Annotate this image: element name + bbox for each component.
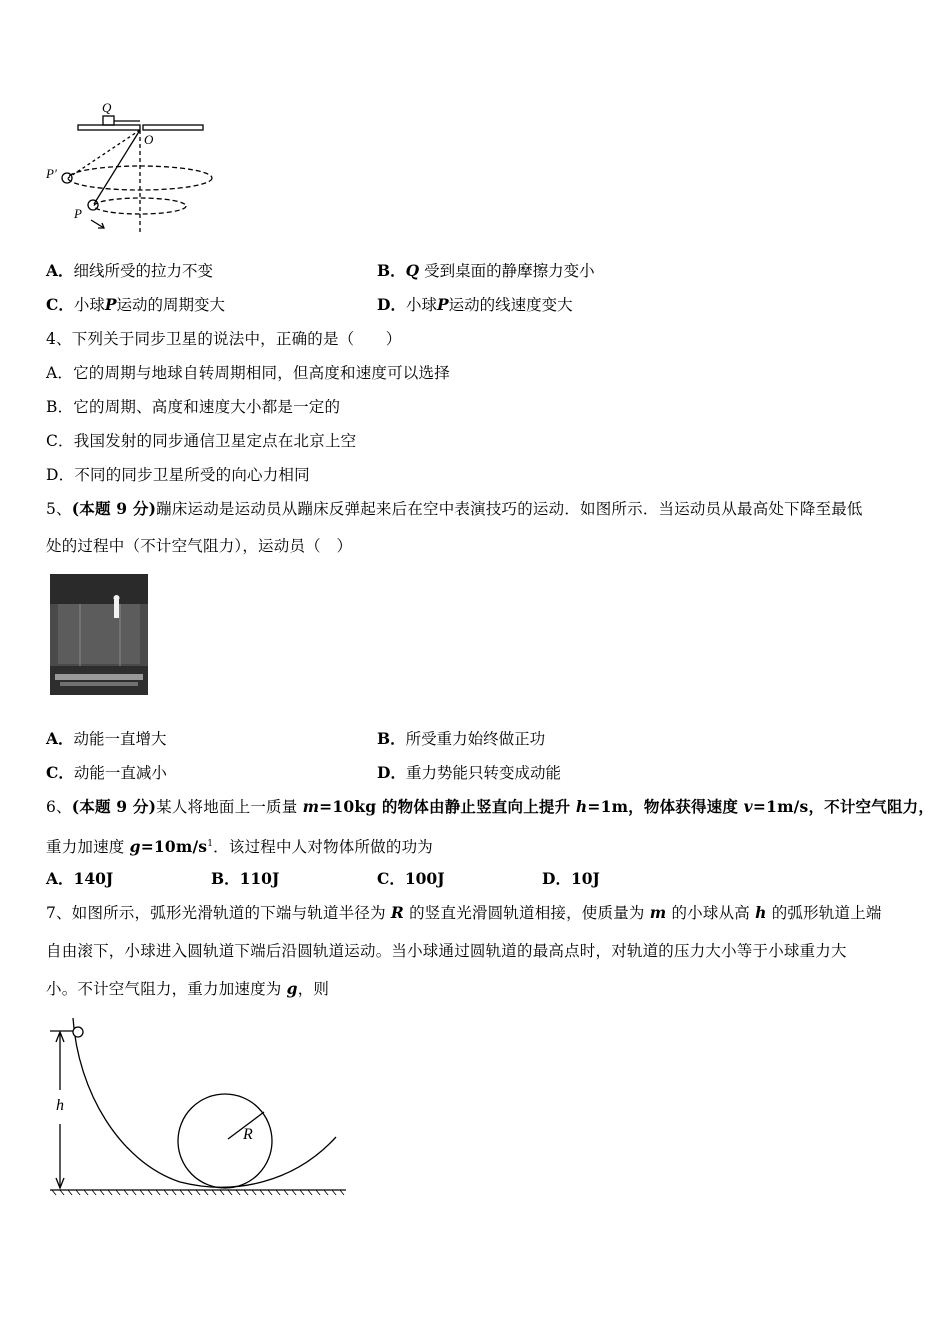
q4-stem: 4、下列关于同步卫星的说法中，正确的是（ ）: [46, 330, 402, 348]
q6-option-d: D．10J: [542, 869, 600, 888]
label-q: Q: [102, 100, 112, 115]
label-r: R: [243, 1126, 253, 1143]
table-right-bar: [143, 125, 203, 130]
conical-pendulum-figure: [44, 98, 224, 238]
q4-option-d: D．不同的同步卫星所受的向心力相同: [46, 466, 310, 484]
q6-stem-line2: 重力加速度 $g=10m/s^1$．该过程中人对物体所做的功为: [46, 837, 433, 857]
q7-stem-line2: 自由滚下，小球进入圆轨道下端后沿圆轨道运动。当小球通过圆轨道的最高点时，对轨道的压力大小等于小球重力大: [46, 942, 847, 960]
ball-p-prime: [62, 173, 72, 183]
q5-stem-line2: 处的过程中（不计空气阻力），运动员（ ）: [46, 537, 353, 555]
q4-option-a: A．它的周期与地球自转周期相同，但高度和速度可以选择: [46, 364, 450, 382]
arc-track: [73, 1018, 336, 1187]
label-o: O: [144, 132, 154, 147]
ball-p: [88, 200, 98, 210]
q5-option-c: C．动能一直减小: [46, 763, 167, 782]
q7-stem-line3: 小。不计空气阻力，重力加速度为 g，则: [46, 979, 330, 998]
ground-hatching: [52, 1190, 344, 1195]
label-p-prime: P′: [46, 166, 57, 181]
q3-option-a: A．细线所受的拉力不变: [46, 261, 214, 280]
q5-stem-line1: 5、(本题 9 分)蹦床运动是运动员从蹦床反弹起来后在空中表演技巧的运动．如图所示．当运动员从最高处下降至最低: [46, 499, 863, 518]
q6-option-c: C．100J: [377, 869, 445, 888]
q6-stem-line1: 6、(本题 9 分)某人将地面上一质量 m=10kg 的物体由静止竖直向上提升 h=1m，物体获得速度 v=1m/s，不计空气阻力，: [46, 797, 935, 816]
block-q: [103, 116, 114, 125]
q6-option-a: A．140J: [46, 869, 114, 888]
q7-stem-line1: 7、如图所示，弧形光滑轨道的下端与轨道半径为 R 的竖直光滑圆轨道相接，使质量为 m 的小球从高 h 的弧形轨道上端: [46, 903, 882, 922]
q5-option-d: D．重力势能只转变成动能: [377, 763, 561, 782]
table-left-bar: [78, 125, 140, 130]
trampoline-photo: [50, 574, 148, 695]
q3-option-d: D．小球P运动的线速度变大: [377, 295, 573, 314]
label-p: P: [74, 206, 82, 221]
q5-option-a: A．动能一直增大: [46, 729, 167, 748]
q3-option-c: C．小球P运动的周期变大: [46, 295, 226, 314]
loop-track-figure: [40, 1012, 350, 1212]
q4-option-c: C．我国发射的同步通信卫星定点在北京上空: [46, 432, 357, 450]
string-to-p-prime: [68, 130, 140, 178]
label-h: h: [56, 1097, 64, 1114]
ball: [73, 1027, 83, 1037]
q5-option-b: B．所受重力始终做正功: [377, 729, 546, 748]
q3-option-b: B．Q 受到桌面的静摩擦力变小: [377, 261, 595, 280]
q6-option-b: B．110J: [211, 869, 280, 888]
q4-option-b: B．它的周期、高度和速度大小都是一定的: [46, 398, 341, 416]
loop-circle: [178, 1094, 272, 1188]
